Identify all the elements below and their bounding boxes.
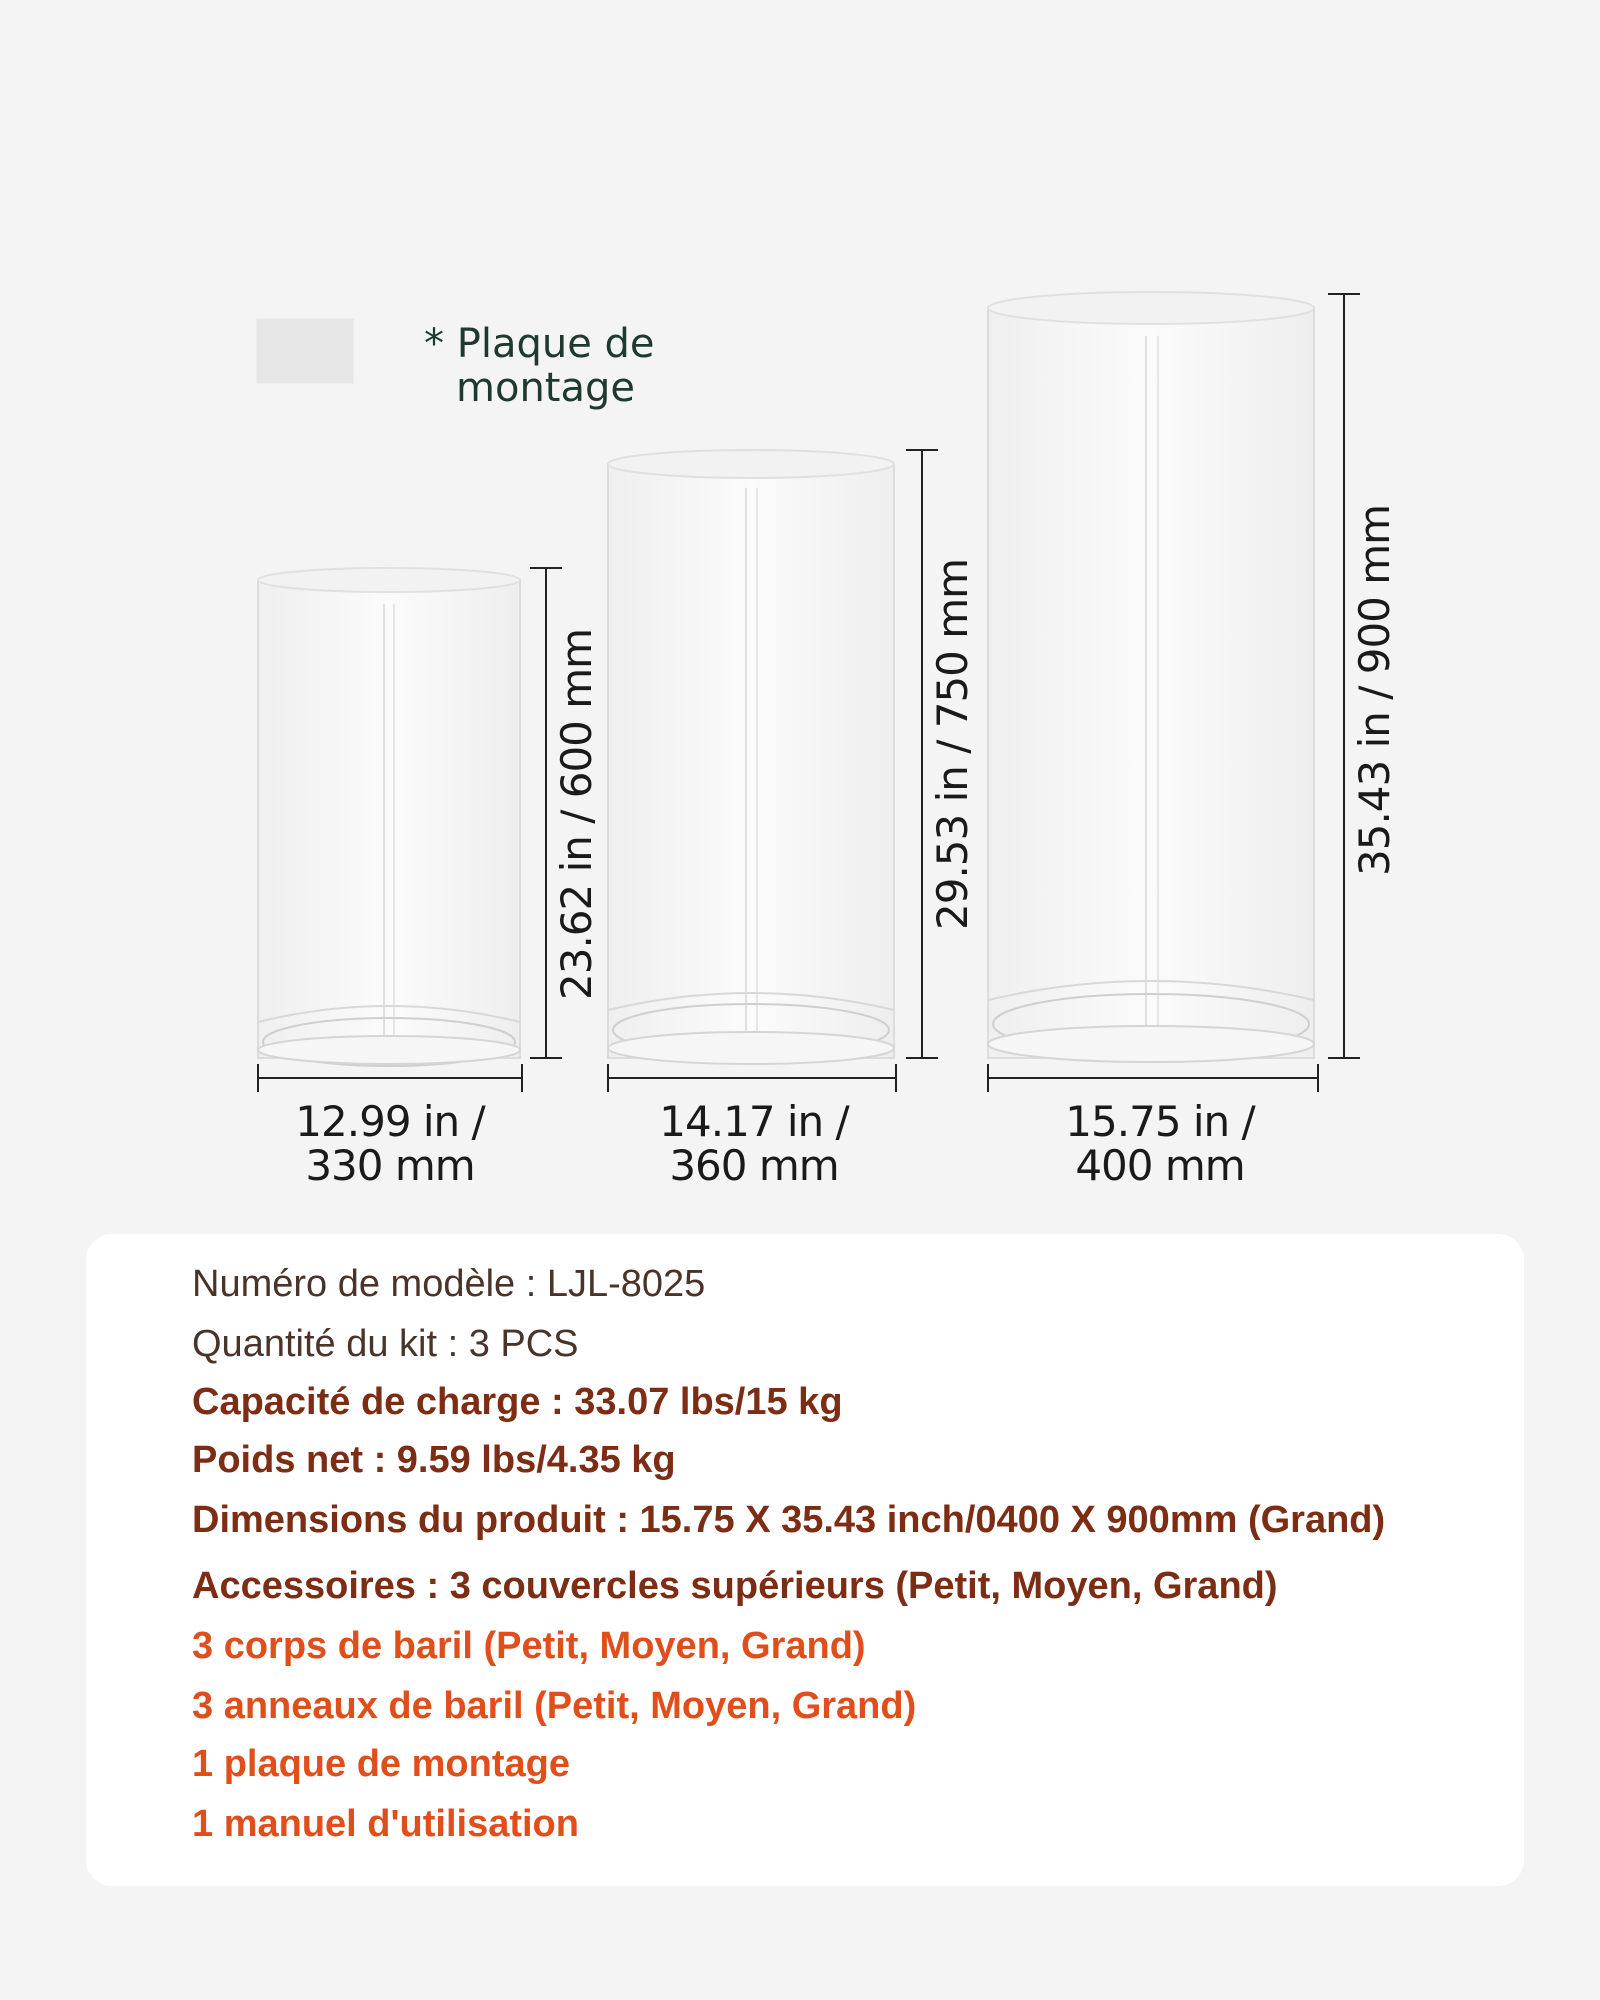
- width-label-large-mm: 400 mm: [1075, 1141, 1245, 1190]
- accessory-user-manual: 1 manuel d'utilisation: [192, 1803, 579, 1845]
- height-label-small: 23.62 in / 600 mm: [552, 628, 601, 1000]
- width-dimension-medium: [608, 1064, 896, 1092]
- plate-label-line2: montage: [456, 365, 635, 411]
- width-label-medium: [594, 1097, 914, 1190]
- cylinder-small: [258, 568, 520, 1066]
- spec-model-number: Numéro de modèle : LJL-8025: [192, 1263, 706, 1305]
- spec-net-weight: Poids net : 9.59 lbs/4.35 kg: [192, 1439, 676, 1481]
- spec-load-capacity: Capacité de charge : 33.07 lbs/15 kg: [192, 1381, 843, 1423]
- width-label-large-in: 15.75 in /: [1065, 1097, 1255, 1146]
- height-label-medium: 29.53 in / 750 mm: [928, 558, 977, 930]
- width-label-small: [230, 1097, 550, 1190]
- width-label-small-in: 12.99 in /: [295, 1097, 485, 1146]
- width-dimension-small: [258, 1064, 522, 1092]
- height-label-large: 35.43 in / 900 mm: [1350, 504, 1399, 876]
- width-label-medium-in: 14.17 in /: [659, 1097, 849, 1146]
- spec-accessories: Accessoires : 3 couvercles supérieurs (Petit, Moyen, Grand): [192, 1565, 1278, 1607]
- cylinder-large: [988, 292, 1314, 1062]
- accessory-barrel-rings: 3 anneaux de baril (Petit, Moyen, Grand): [192, 1685, 917, 1727]
- cylinder-medium: [608, 450, 894, 1064]
- width-label-medium-mm: 360 mm: [669, 1141, 839, 1190]
- accessory-mounting-plate: 1 plaque de montage: [192, 1743, 570, 1785]
- width-label-large: [1000, 1097, 1320, 1190]
- accessory-barrel-bodies: 3 corps de baril (Petit, Moyen, Grand): [192, 1625, 866, 1667]
- spec-product-dimensions: Dimensions du produit : 15.75 X 35.43 inch/0400 X 900mm (Grand): [192, 1499, 1386, 1541]
- plate-label-line1: * Plaque de: [424, 321, 655, 367]
- width-dimension-large: [988, 1064, 1318, 1092]
- width-label-small-mm: 330 mm: [305, 1141, 475, 1190]
- spec-kit-quantity: Quantité du kit : 3 PCS: [192, 1323, 579, 1365]
